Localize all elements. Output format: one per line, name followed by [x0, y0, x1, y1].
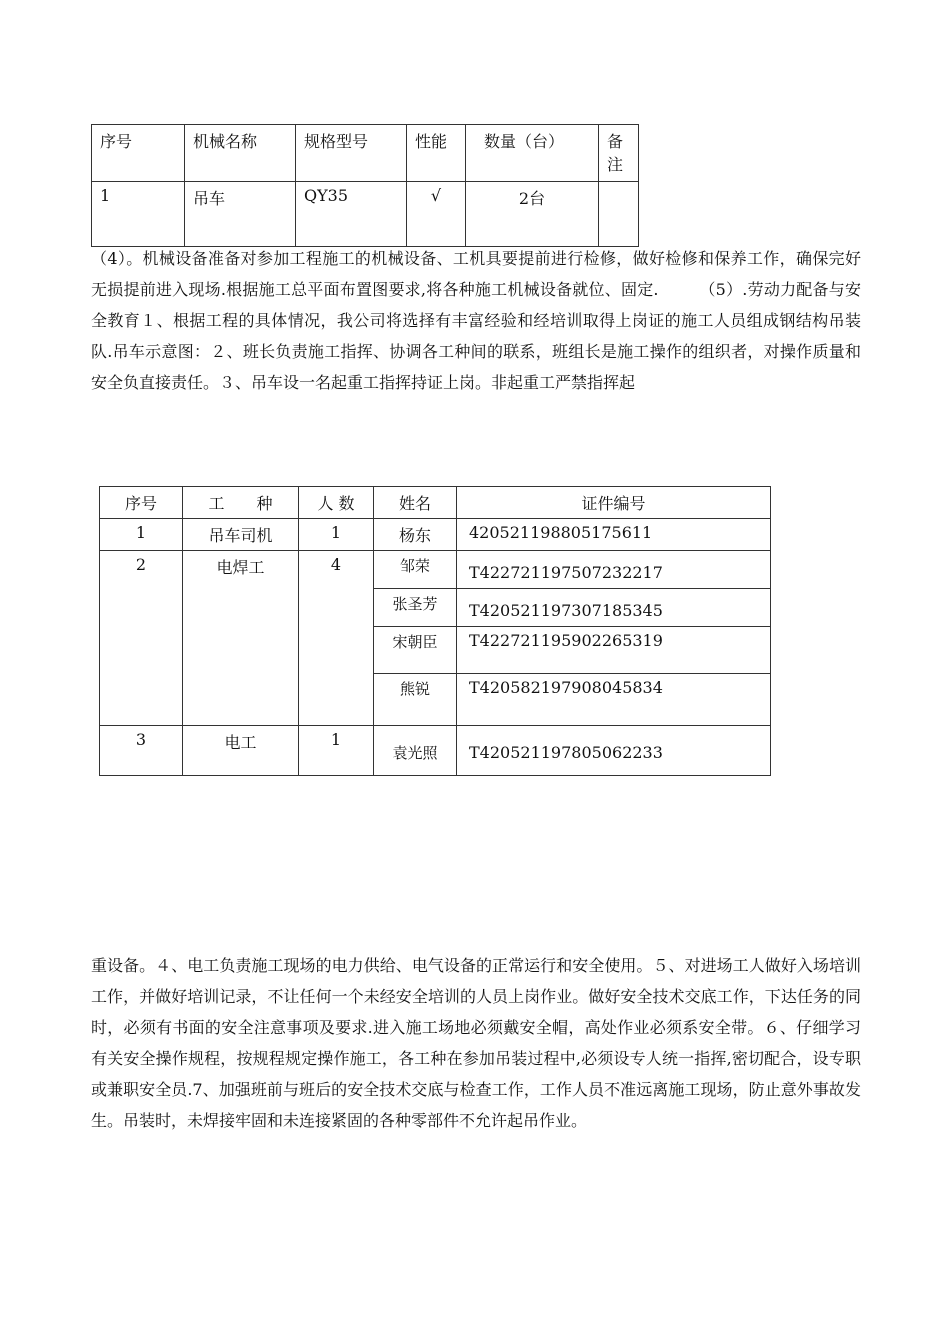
table-cell: 420521198805175611 [457, 519, 771, 551]
table-cell: 吊车 [185, 182, 296, 247]
table-cell: √ [407, 182, 466, 247]
table-row [100, 519, 771, 551]
header-cell: 人 数 [299, 487, 374, 519]
table-cell: T420521197805062233 [457, 726, 771, 776]
table-cell [599, 182, 639, 247]
table-cell: T420582197908045834 [457, 674, 771, 726]
table-cell: 1 [299, 519, 374, 551]
table-cell: 3 [100, 726, 183, 776]
table-cell: 吊车司机 [183, 519, 299, 551]
table-cell: 电工 [183, 726, 299, 776]
table-header-row [100, 487, 771, 519]
header-cell: 数量（台） [466, 125, 599, 182]
staff-table [99, 486, 771, 776]
equipment-table [91, 124, 639, 247]
header-cell: 工 种 [183, 487, 299, 519]
table-cell: 宋朝臣 [374, 627, 457, 674]
table-cell: QY35 [296, 182, 407, 247]
table-cell: 4 [299, 551, 374, 726]
table-row [100, 726, 771, 776]
header-cell: 姓名 [374, 487, 457, 519]
header-cell: 性能 [407, 125, 466, 182]
table-cell: T422721195902265319 [457, 627, 771, 674]
table-cell: 1 [100, 519, 183, 551]
header-cell: 证件编号 [457, 487, 771, 519]
header-cell: 备注 [599, 125, 639, 182]
header-cell: 序号 [100, 487, 183, 519]
table-cell: 袁光照 [374, 726, 457, 776]
table-cell: T420521197307185345 [457, 589, 771, 627]
table-cell: 2 [100, 551, 183, 726]
table-cell: 1 [299, 726, 374, 776]
header-cell: 规格型号 [296, 125, 407, 182]
table-cell: 张圣芳 [374, 589, 457, 627]
paragraph-machinery-labor: （4）。机械设备准备对参加工程施工的机械设备、工机具要提前进行检修，做好检修和保养工作，确保完好无损提前进入现场.根据施工总平面布置图要求,将各种施工机械设备就位、固定. （5）.劳动力配备与安全教育１、根据工程的具体情况，我公司将选择有丰富经验和经培训取得上岗证的施工人员组成钢结构吊装队.吊车示意图：２、班长负责施工指挥、协调各工种间的联系，班组长是施工操作的组织者，对操作质量和安全负直接责任。３、吊车设一名起重工指挥持证上岗。非起重工严禁指挥起 [91, 249, 861, 392]
header-cell: 序号 [92, 125, 185, 182]
table-row [100, 551, 771, 589]
table-cell: 1 [92, 182, 185, 247]
table-row [92, 182, 639, 247]
header-cell: 机械名称 [185, 125, 296, 182]
table-cell: 电焊工 [183, 551, 299, 726]
table-cell: 邹荣 [374, 551, 457, 589]
table-cell: 熊锐 [374, 674, 457, 726]
table-cell: 杨东 [374, 519, 457, 551]
table-cell: T422721197507232217 [457, 551, 771, 589]
table-cell: 2台 [466, 182, 599, 247]
paragraph-safety-requirements: 重设备。４、电工负责施工现场的电力供给、电气设备的正常运行和安全使用。５、对进场工人做好入场培训工作，并做好培训记录，不让任何一个未经安全培训的人员上岗作业。做好安全技术交底工作，下达任务的同时，必须有书面的安全注意事项及要求.进入施工场地必须戴安全帽，高处作业必须系安全带。６、仔细学习有关安全操作规程，按规程规定操作施工，各工种在参加吊装过程中,必须设专人统一指挥,密切配合，设专职或兼职安全员.7、加强班前与班后的安全技术交底与检查工作，工作人员不准远离施工现场，防止意外事故发生。吊装时，未焊接牢固和未连接紧固的各种零部件不允许起吊作业。 [91, 956, 861, 1130]
table-header-row [92, 125, 639, 182]
